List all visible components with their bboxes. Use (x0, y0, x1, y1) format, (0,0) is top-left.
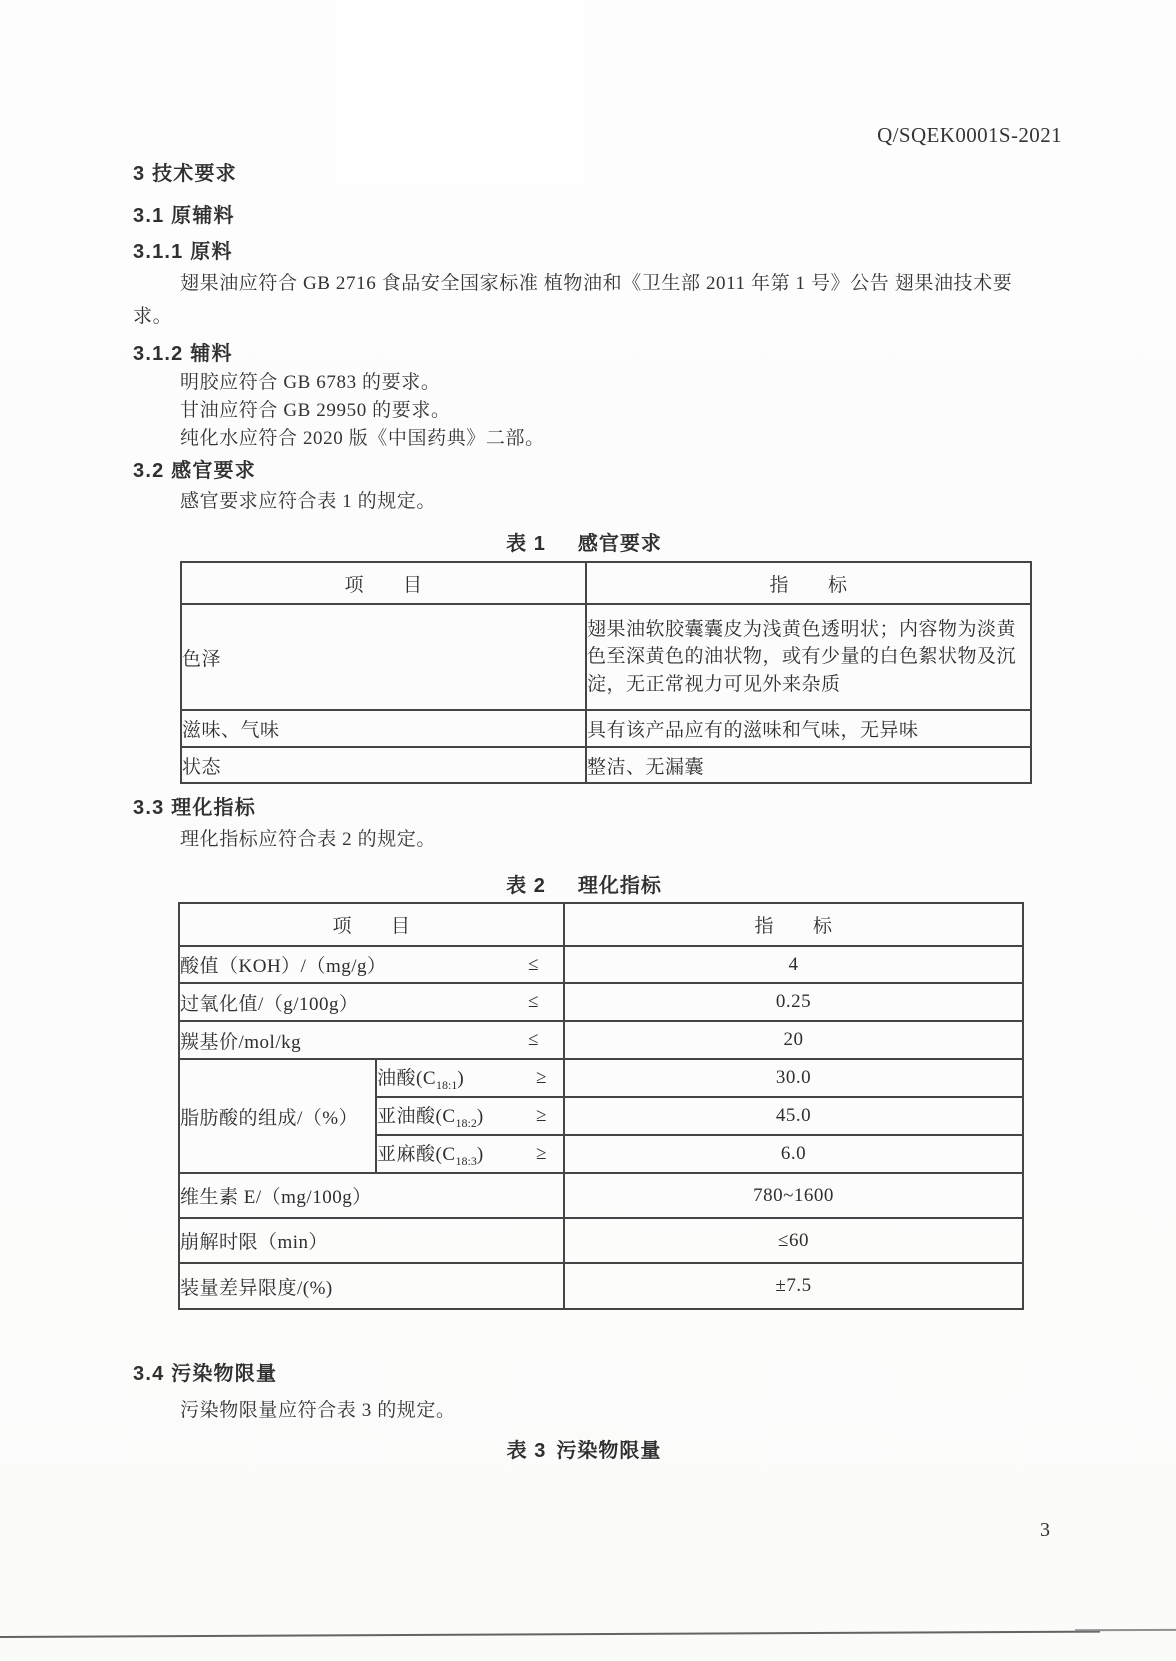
table2-value-vitamin-e: 780~1600 (564, 1173, 1023, 1218)
table3-caption-title: 污染物限量 (556, 1440, 662, 1462)
table2-value-acid-value: 4 (564, 946, 1023, 983)
table1-item-state: 状态 (181, 747, 586, 783)
table-row (179, 903, 1023, 946)
table1-indicator-taste: 具有该产品应有的滋味和气味，无异味 (586, 710, 1031, 747)
table2-value-linolenic: 6.0 (564, 1135, 1023, 1173)
table3-caption-label: 表 3 (506, 1440, 547, 1462)
paragraph-contaminant-ref: 污染物限量应符合表 3 的规定。 (180, 1400, 456, 1421)
doc-number: Q/SQEK0001S-2021 (877, 123, 1062, 147)
table-row (181, 747, 1031, 783)
table3-caption (0, 1434, 1168, 1463)
paragraph-sensory-ref: 感官要求应符合表 1 的规定。 (180, 491, 437, 512)
table-row (179, 1173, 1023, 1218)
linoleic-label-close: ) (476, 1106, 484, 1128)
paragraph-glycerin: 甘油应符合 GB 29950 的要求。 (180, 400, 451, 421)
table2-item-fatty-acid-group: 脂肪酸的组成/（%） (179, 1059, 376, 1173)
paragraph-purified-water: 纯化水应符合 2020 版《中国药典》二部。 (180, 428, 545, 449)
table1-header-indicator: 指 标 (586, 562, 1031, 604)
linolenic-label-close: ) (476, 1144, 484, 1166)
heading-3: 3 技术要求 (133, 163, 237, 185)
table2-item-carbonyl-value-label: 羰基价/mol/kg (180, 1031, 302, 1053)
lte-symbol: ≤ (528, 991, 540, 1012)
table2-subitem-linoleic (376, 1097, 564, 1135)
table-row (179, 946, 1023, 983)
table1-item-taste: 滋味、气味 (181, 710, 586, 747)
table2-item-carbonyl-value (179, 1021, 564, 1059)
table1-item-color: 色泽 (181, 604, 586, 710)
oleic-label: 油酸(C (377, 1068, 437, 1090)
table1-header-item: 项 目 (181, 562, 586, 604)
table-row (181, 604, 1031, 710)
gte-symbol: ≥ (536, 1067, 548, 1088)
gte-symbol: ≥ (536, 1143, 548, 1164)
table2-caption-label: 表 2 (506, 875, 546, 897)
linolenic-label: 亚麻酸(C (377, 1144, 456, 1166)
table2-item-acid-value-label: 酸值（KOH）/（mg/g） (180, 956, 387, 977)
table1-indicator-color: 翅果油软胶囊囊皮为浅黄色透明状；内容物为淡黄色至深黄色的油状物，或有少量的白色絮状物及沉淀，无正常视力可见外来杂质 (586, 604, 1031, 710)
linoleic-subscript: 18:2 (455, 1115, 477, 1130)
linoleic-label: 亚油酸(C (377, 1106, 456, 1128)
lte-symbol: ≤ (528, 1029, 540, 1050)
table2-caption-title: 理化指标 (577, 875, 662, 897)
table2-item-acid-value (179, 946, 564, 983)
table1-caption-label: 表 1 (506, 533, 546, 555)
photo-bottom-edge-right (1075, 1629, 1176, 1631)
table2-value-carbonyl-value: 20 (564, 1021, 1023, 1059)
table2-subitem-linolenic (376, 1135, 564, 1173)
page-number: 3 (1040, 1519, 1050, 1541)
table1-indicator-state: 整洁、无漏囊 (586, 747, 1031, 783)
lte-symbol: ≤ (528, 953, 540, 975)
table2-header-item: 项 目 (179, 903, 564, 946)
paragraph-physchem-ref: 理化指标应符合表 2 的规定。 (180, 829, 437, 850)
table-row (179, 1021, 1023, 1059)
linolenic-subscript: 18:3 (455, 1153, 477, 1168)
heading-3-1-1: 3.1.1 原料 (133, 241, 233, 263)
physchem-indicators-table (178, 902, 1024, 1310)
table2-item-peroxide-value (179, 983, 564, 1021)
table2-value-peroxide-value: 0.25 (564, 983, 1023, 1021)
table-row (179, 1218, 1023, 1263)
table2-subitem-oleic (376, 1059, 564, 1097)
oleic-label-close: ) (457, 1068, 465, 1090)
table-row (181, 710, 1031, 747)
table2-item-disintegration: 崩解时限（min） (179, 1218, 564, 1263)
paragraph-raw-material-line2: 求。 (133, 306, 173, 327)
table2-header-indicator: 指 标 (564, 903, 1023, 946)
heading-3-2: 3.2 感官要求 (133, 460, 256, 482)
table2-value-fill-variation: ±7.5 (564, 1263, 1023, 1309)
table2-value-disintegration: ≤60 (564, 1218, 1023, 1263)
sensory-requirements-table (180, 561, 1032, 784)
table-row (181, 562, 1031, 604)
table2-caption (0, 869, 1168, 898)
table2-item-vitamin-e: 维生素 E/（mg/100g） (179, 1173, 564, 1218)
heading-3-1: 3.1 原辅料 (133, 205, 235, 227)
table-row (179, 1059, 1023, 1097)
table2-value-oleic: 30.0 (564, 1059, 1023, 1097)
heading-3-4: 3.4 污染物限量 (133, 1363, 278, 1385)
oleic-subscript: 18:1 (436, 1077, 458, 1092)
table1-caption (0, 527, 1168, 556)
table2-item-peroxide-value-label: 过氧化值/（g/100g） (180, 993, 359, 1015)
table1-caption-title: 感官要求 (577, 533, 662, 555)
gte-symbol: ≥ (536, 1105, 548, 1126)
table-row (179, 1263, 1023, 1309)
table-row (179, 983, 1023, 1021)
paragraph-raw-material-line1: 翅果油应符合 GB 2716 食品安全国家标准 植物油和《卫生部 2011 年第 1 号》公告 翅果油技术要 (180, 273, 1013, 294)
heading-3-3: 3.3 理化指标 (133, 797, 256, 819)
photo-bottom-edge (0, 1631, 1100, 1638)
table2-value-linoleic: 45.0 (564, 1097, 1023, 1135)
heading-3-1-2: 3.1.2 辅料 (133, 343, 233, 365)
paragraph-gelatin: 明胶应符合 GB 6783 的要求。 (180, 372, 441, 393)
table2-item-fill-variation: 装量差异限度/(%) (179, 1263, 564, 1309)
